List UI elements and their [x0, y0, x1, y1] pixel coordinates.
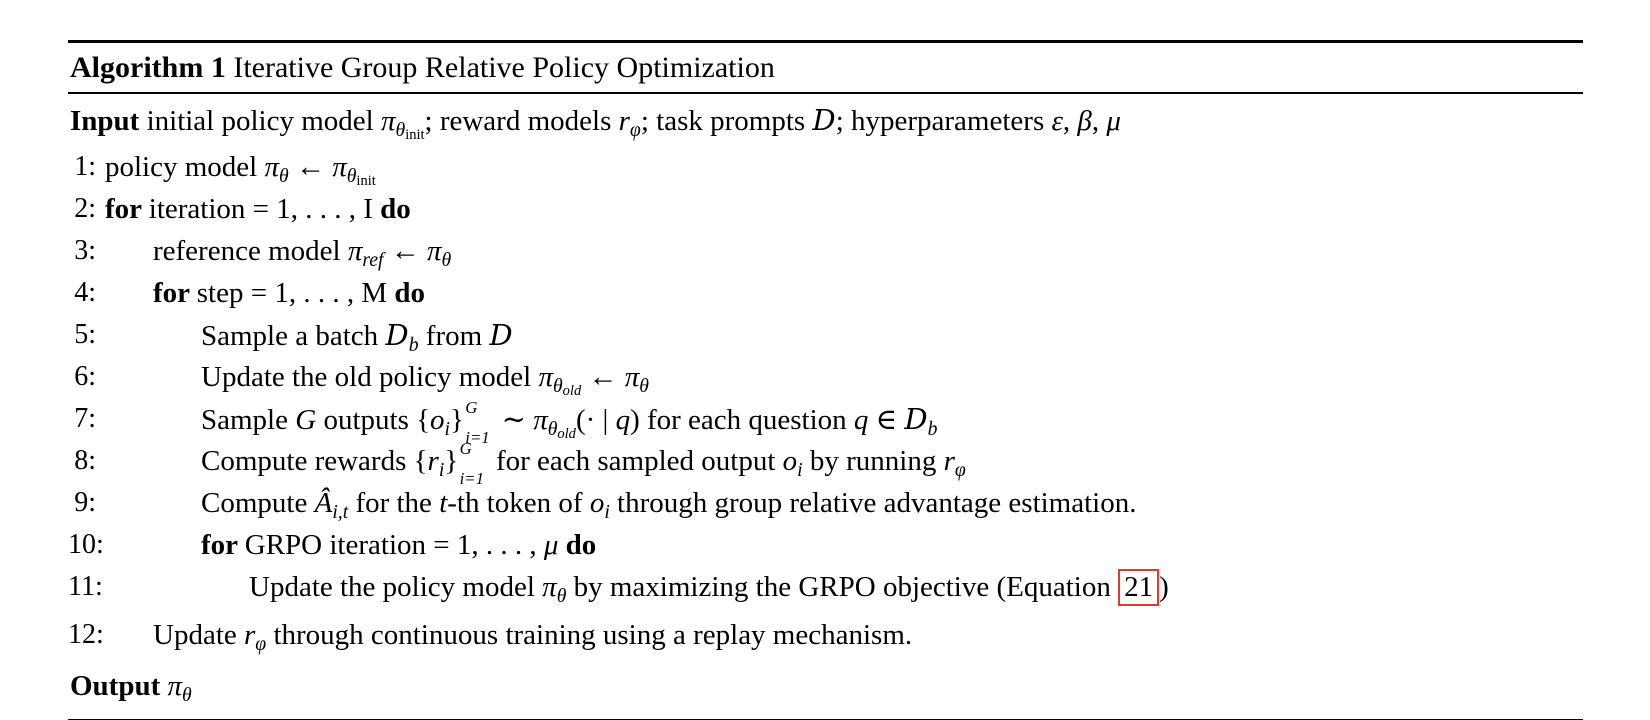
text-segment: π — [533, 404, 548, 436]
output-keyword: Output — [70, 670, 161, 702]
text-segment: π — [167, 670, 183, 702]
text-segment: φ — [954, 458, 966, 481]
line-number: 11: — [68, 571, 103, 602]
algorithm-title: Iterative Group Relative Policy Optimization — [225, 51, 775, 84]
text-segment: Â — [314, 487, 333, 519]
text-segment: Update the old policy model — [201, 361, 539, 393]
algorithm-line — [68, 438, 1583, 488]
input-segments — [139, 103, 1121, 143]
text-segment: b — [927, 417, 938, 440]
text-segment: ε — [1051, 105, 1063, 137]
text-segment: μ — [1106, 105, 1121, 137]
text-segment — [558, 529, 565, 561]
algorithm-line — [68, 230, 1583, 272]
text-segment: ) — [1159, 571, 1169, 603]
text-segment: do — [380, 193, 411, 225]
algorithm-line — [68, 146, 1583, 188]
text-segment: t — [439, 487, 448, 519]
text-segment: , — [1091, 105, 1107, 137]
text-segment: D — [385, 318, 409, 352]
text-segment: θ — [547, 417, 558, 440]
algorithm-line — [68, 188, 1583, 230]
text-segment: through continuous training using a replay mechanism. — [266, 619, 913, 651]
text-segment: π — [538, 361, 553, 393]
text-segment: for — [153, 277, 197, 309]
algorithm-line — [68, 614, 1583, 656]
text-segment: GRPO iteration = 1, . . . , — [244, 529, 544, 561]
line-number: 4: — [74, 277, 96, 308]
text-segment: reference model — [153, 235, 348, 267]
text-segment: θ — [639, 374, 649, 397]
line-content — [105, 614, 912, 656]
line-content — [105, 272, 425, 314]
text-segment: q — [615, 404, 631, 436]
algorithm-line — [68, 356, 1583, 398]
algorithm-label: Algorithm 1 — [70, 51, 226, 84]
text-segment: iteration = 1, . . . , I — [148, 193, 381, 225]
text-segment — [160, 670, 167, 702]
text-segment: r — [943, 445, 955, 477]
algorithm-line — [68, 524, 1583, 566]
text-segment: θ — [279, 164, 289, 187]
text-segment: θ — [182, 683, 192, 706]
text-segment: (· | — [575, 404, 616, 436]
text-segment: init — [405, 126, 425, 143]
line-content — [105, 438, 966, 488]
superscript: G — [459, 438, 472, 458]
text-segment: through group relative advantage estimation. — [609, 487, 1137, 519]
text-segment: ∼ — [494, 404, 534, 436]
text-segment: i — [797, 458, 803, 481]
line-number: 1: — [74, 151, 96, 182]
subscript: i=1 — [465, 427, 490, 447]
equation-link[interactable]: 21 — [1118, 569, 1159, 606]
text-segment: from — [418, 320, 490, 352]
text-segment: π — [427, 235, 442, 267]
algorithm-line — [68, 482, 1583, 524]
line-content — [105, 397, 938, 447]
line-content — [105, 524, 596, 566]
input-line — [68, 94, 1583, 146]
text-segment: old — [562, 382, 582, 399]
text-segment: β — [1077, 105, 1092, 137]
sup-sub-stack — [458, 438, 488, 488]
text-segment: ref — [362, 248, 384, 271]
algorithm-line — [68, 272, 1583, 314]
subscript: i=1 — [459, 468, 485, 488]
text-segment: i — [604, 500, 610, 523]
line-content — [105, 314, 513, 356]
text-segment: for — [201, 529, 245, 561]
line-content — [105, 230, 451, 272]
algorithm-lines — [68, 146, 1583, 656]
algorithm-header — [68, 43, 1583, 94]
text-segment: φ — [629, 118, 641, 141]
algorithm-line — [68, 397, 1583, 447]
text-segment: Update — [153, 619, 244, 651]
text-segment: D — [812, 103, 836, 137]
text-segment: policy model — [105, 151, 265, 183]
text-segment: Sample a batch — [201, 320, 386, 352]
text-segment: ; reward models — [424, 105, 619, 137]
text-segment: for the — [348, 487, 440, 519]
text-segment: -th token of — [447, 487, 590, 519]
text-segment: ← — [581, 361, 625, 393]
text-segment: do — [394, 277, 426, 309]
algorithm-line — [68, 314, 1583, 356]
line-number: 9: — [74, 487, 96, 518]
text-segment: o — [589, 487, 605, 519]
text-segment: , — [1062, 105, 1078, 137]
text-segment: initial policy model — [139, 105, 381, 137]
text-segment: i — [438, 458, 445, 481]
text-segment: φ — [255, 632, 267, 655]
text-segment: π — [542, 571, 557, 603]
text-segment: old — [557, 425, 576, 442]
text-segment: ; task prompts — [640, 105, 813, 137]
line-content — [105, 482, 1136, 524]
text-segment: π — [347, 235, 363, 267]
line-number: 8: — [74, 445, 96, 476]
text-segment: ; hyperparameters — [835, 105, 1052, 137]
text-segment: ← — [288, 151, 333, 183]
text-segment: θ — [556, 584, 567, 607]
text-segment: ) for each question — [630, 404, 854, 436]
line-content — [105, 566, 1169, 608]
line-content — [105, 146, 376, 188]
text-segment: D — [904, 402, 928, 436]
sup-sub-stack — [464, 397, 494, 447]
text-segment: π — [264, 151, 280, 183]
text-segment: r — [618, 105, 630, 137]
text-segment: for each sampled output — [488, 445, 783, 477]
text-segment: } — [444, 445, 459, 477]
superscript: G — [465, 397, 478, 417]
algorithm-box — [68, 40, 1583, 720]
text-segment: i,t — [332, 500, 349, 523]
text-segment: o — [430, 404, 445, 436]
text-segment: D — [489, 318, 513, 352]
line-number: 2: — [74, 193, 96, 224]
text-segment: π — [332, 151, 347, 183]
text-segment: by running — [802, 445, 944, 477]
text-segment: π — [624, 361, 640, 393]
text-segment: θ — [441, 248, 452, 271]
text-segment: Compute — [201, 487, 315, 519]
text-segment: Sample — [201, 404, 296, 436]
text-segment: μ — [543, 529, 559, 561]
text-segment: G — [295, 404, 317, 436]
line-number: 7: — [74, 403, 96, 434]
text-segment: o — [782, 445, 798, 477]
line-number: 6: — [74, 361, 96, 392]
text-segment: r — [244, 619, 256, 651]
text-segment: Compute rewards { — [201, 445, 428, 477]
text-segment: outputs { — [316, 404, 431, 436]
text-segment: } — [450, 404, 464, 436]
text-segment: do — [565, 529, 597, 561]
text-segment: init — [356, 172, 376, 189]
text-segment: π — [380, 105, 396, 137]
text-segment: ∈ — [868, 404, 905, 436]
text-segment: r — [427, 445, 439, 477]
line-number: 12: — [68, 619, 104, 650]
input-keyword: Input — [70, 105, 140, 137]
line-number: 3: — [74, 235, 96, 266]
text-segment: by maximizing the GRPO objective (Equation — [566, 571, 1119, 603]
text-segment: q — [853, 404, 869, 436]
text-segment: for — [105, 193, 149, 225]
text-segment: ← — [383, 235, 428, 267]
line-content — [105, 188, 411, 230]
text-segment: Update the policy model — [249, 571, 543, 603]
line-number: 5: — [74, 319, 96, 350]
algorithm-line — [68, 566, 1583, 608]
text-segment: θ — [346, 164, 357, 187]
text-segment: step = 1, . . . , M — [196, 277, 395, 309]
output-segments — [160, 670, 192, 706]
text-segment: θ — [552, 374, 563, 397]
output-line — [68, 660, 1583, 720]
text-segment: b — [408, 333, 419, 356]
line-content — [105, 356, 649, 398]
line-number: 10: — [68, 529, 104, 560]
text-segment: i — [444, 417, 451, 440]
text-segment: θ — [395, 118, 406, 141]
